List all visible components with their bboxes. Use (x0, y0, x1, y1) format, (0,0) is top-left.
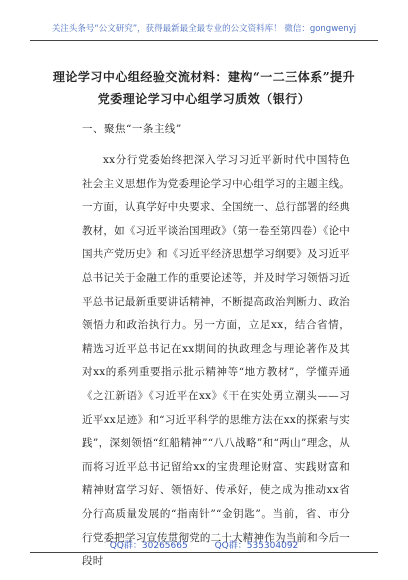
header-banner: 关注头条号“公文研究”，获得最新最全最专业的公文资料库！ 微信：gongwenyj (51, 24, 357, 34)
title-line-1: 理论学习中心组经验交流材料：建构“一二三体系”提升 (52, 70, 356, 84)
body-paragraph: xx分行党委始终把深入学习习近平新时代中国特色社会主义思想作为党委理论学习中心组学习的主题主线。一方面，认真学好中央要求、全国统一、总行部署的经典教材，如《习近平谈治国理政》（第一卷至第四卷）《论中国共产党历史》和《习近平经济思想学习纲要》及习近平总书记关于金融工作的重要论述等，并及时学习领悟习近平总书记最新重要讲话精神，不断提高政治判断力、政治领悟力和政治执行力。另一方面，立足xx，结合省情，精选习近平总书记在xx期间的执政理念与理论著作及其对xx的系列重要指示批示精神等“地方教材”，学懂弄通《之江新语》《习近平在xx》《干在实处勇立潮头——习近平xx足迹》和“习近平科学的思维方法在xx的探索与实践”，深刻领悟“红船精神”“八八战略”和“两山”理念，从而将习近平总书记留给xx的宝贵理论财富、实践财富和精神财富学习好、领悟好、传承好，使之成为推动xx省分行高质量发展的“指南针”“金钥匙”。当前，省、市分行党委把学习宣传贯彻党的二十大精神作为当前和今后一段时 (82, 154, 350, 568)
footer-qq-group-2: QQ群：535304092 (214, 541, 299, 551)
footer-divider (30, 552, 378, 553)
header-divider (30, 40, 378, 41)
title-line-2: 党委理论学习中心组学习质效（银行） (97, 92, 311, 106)
footer-contacts (0, 538, 408, 551)
section-heading: 一、聚焦“一条主线” (82, 123, 182, 135)
document-title (46, 66, 362, 110)
footer-qq-group-1: QQ群：30265665 (109, 541, 188, 551)
